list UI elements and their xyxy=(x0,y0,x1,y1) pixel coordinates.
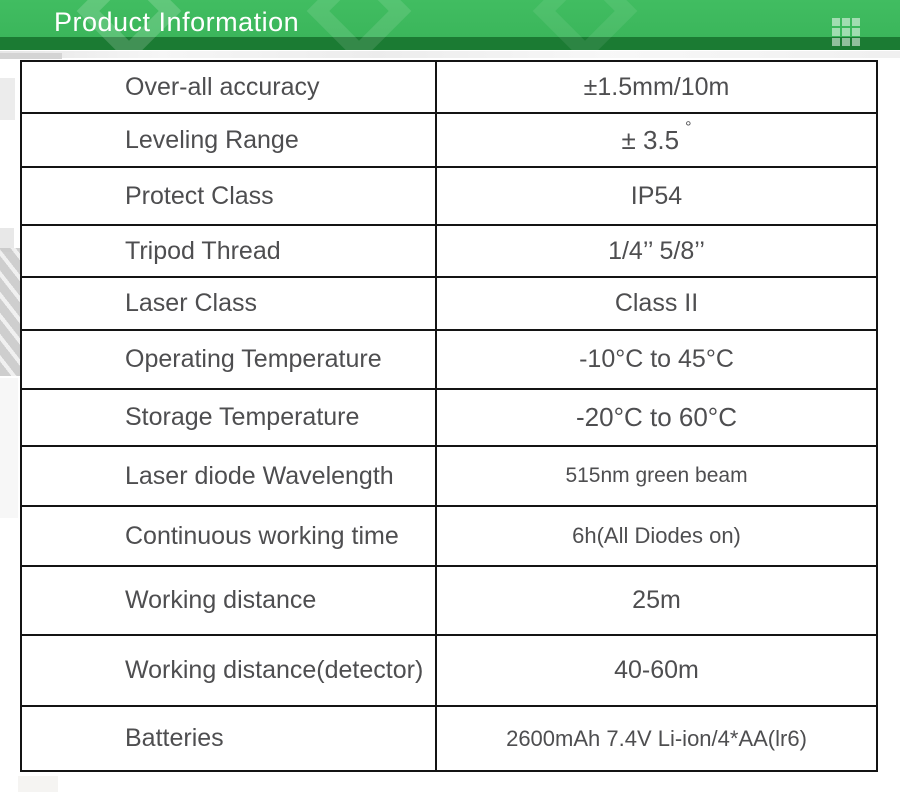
corner-smudge xyxy=(0,78,15,120)
spec-value: 1/4’’ 5/8’’ xyxy=(608,236,705,265)
spec-label: Working distance xyxy=(22,567,437,634)
table-row xyxy=(22,507,876,567)
spec-label: Leveling Range xyxy=(22,114,437,166)
spec-label: Storage Temperature xyxy=(22,390,437,445)
scan-artifact xyxy=(0,51,900,58)
table-row xyxy=(22,567,876,636)
table-row xyxy=(22,390,876,447)
watermark-smudge xyxy=(0,378,18,518)
corner-smudge xyxy=(18,776,58,792)
spec-label: Over-all accuracy xyxy=(22,62,437,112)
spec-label: Laser diode Wavelength xyxy=(22,447,437,505)
spec-value: -10°C to 45°C xyxy=(579,345,734,373)
table-row xyxy=(22,62,876,114)
table-row xyxy=(22,447,876,507)
spec-value: Class II xyxy=(614,289,699,317)
spec-value: 25m xyxy=(632,586,681,614)
table-row xyxy=(22,226,876,278)
spec-value: 515nm green beam xyxy=(565,464,748,487)
spec-value: -20°C to 60°C xyxy=(576,402,737,432)
header-banner xyxy=(0,0,900,50)
spec-value: ±1.5mm/10m xyxy=(583,72,730,101)
table-row xyxy=(22,331,876,390)
spec-label: Batteries xyxy=(22,707,437,770)
spec-label: Working distance(detector) xyxy=(22,636,437,705)
table-row xyxy=(22,168,876,226)
table-row xyxy=(22,707,876,770)
spec-value: 6h(All Diodes on) xyxy=(572,523,741,548)
degree-superscript: ° xyxy=(685,119,692,136)
grid-dots-icon xyxy=(832,18,860,46)
spec-label: Operating Temperature xyxy=(22,331,437,388)
spec-value: ± 3.5 ° xyxy=(621,119,692,155)
spec-value: 2600mAh 7.4V Li-ion/4*AA(lr6) xyxy=(506,725,807,751)
spec-value: IP54 xyxy=(630,181,683,210)
table-row xyxy=(22,278,876,331)
spec-label: Continuous working time xyxy=(22,507,437,565)
page-title: Product Information xyxy=(54,7,300,37)
spec-label: Tripod Thread xyxy=(22,226,437,276)
watermark-stripes xyxy=(0,248,22,376)
product-spec-table xyxy=(20,60,878,772)
spec-label: Laser Class xyxy=(22,278,437,329)
scan-artifact xyxy=(0,53,62,59)
spec-label: Protect Class xyxy=(22,168,437,224)
table-row xyxy=(22,114,876,168)
table-row xyxy=(22,636,876,707)
spec-value: 40-60m xyxy=(614,656,699,684)
